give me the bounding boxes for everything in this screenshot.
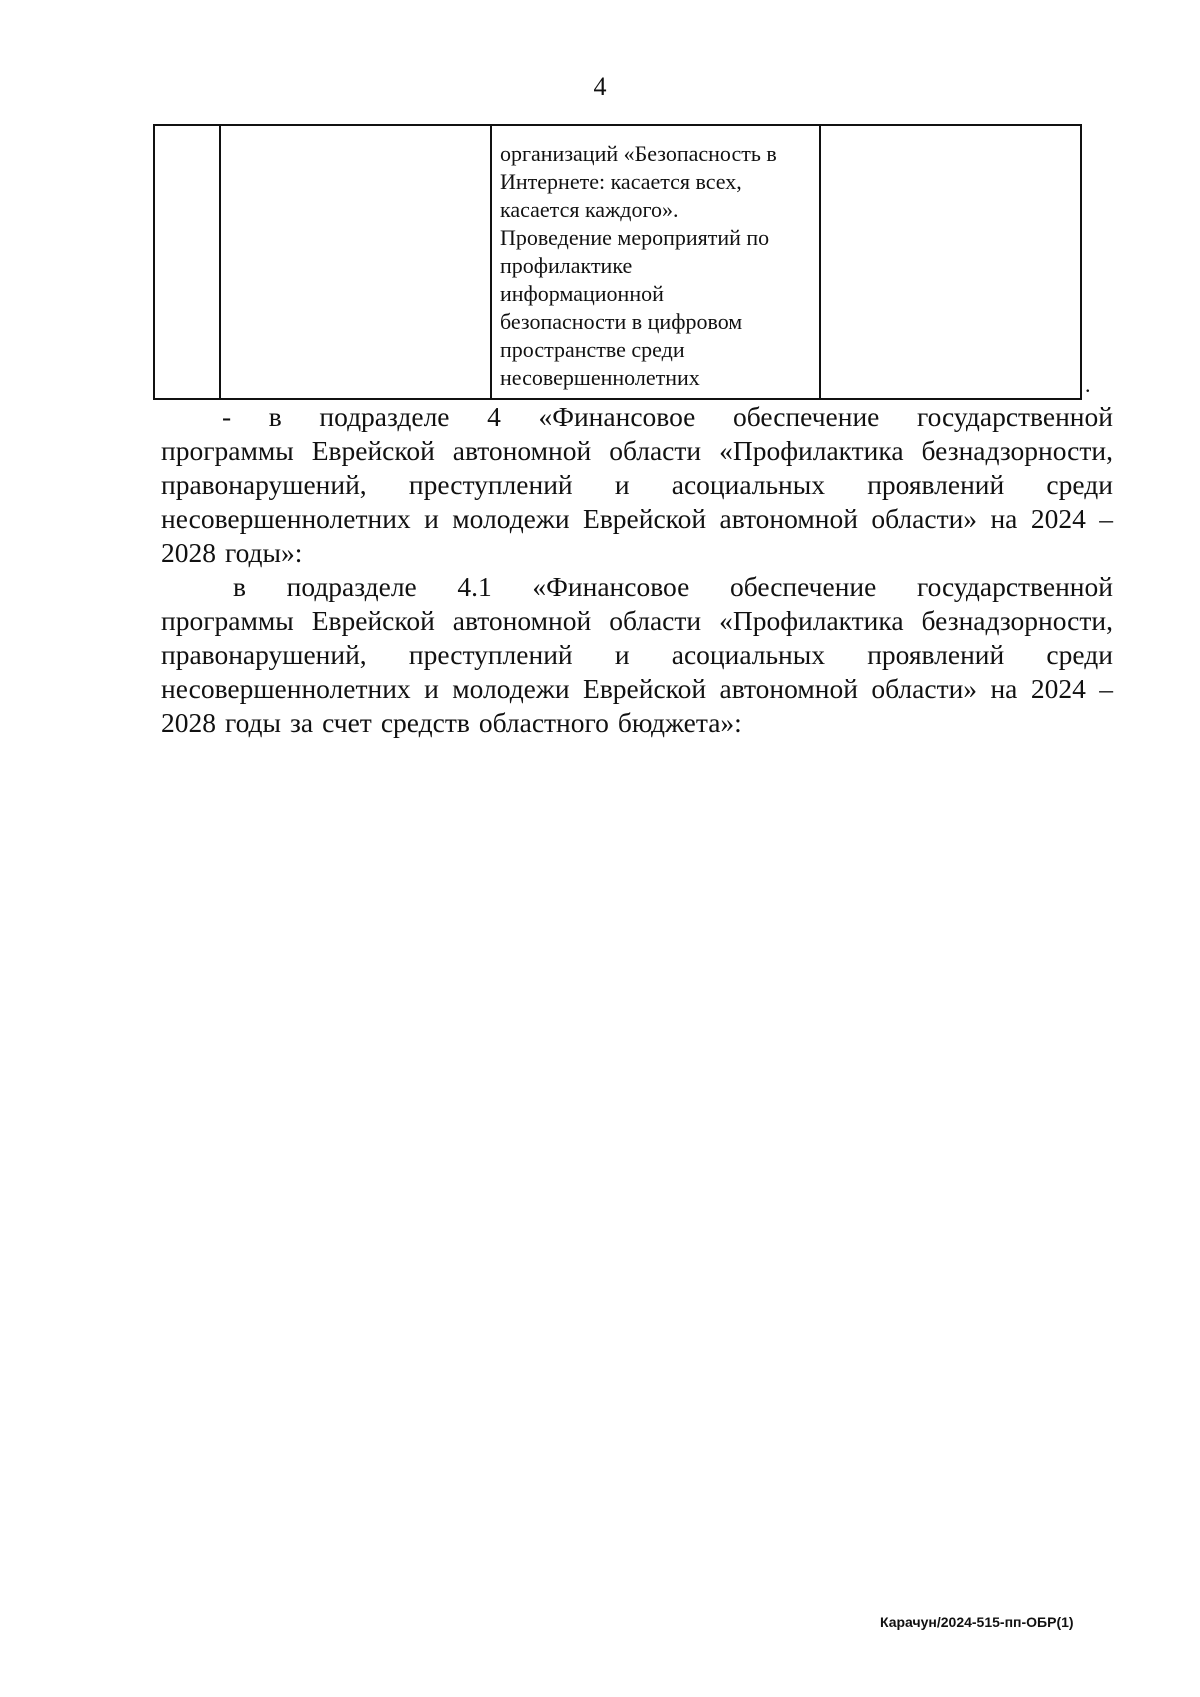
paragraph-line (161, 536, 1113, 570)
word: несовершеннолетних (161, 503, 411, 534)
word: молодежи (452, 673, 570, 704)
word: на (990, 503, 1018, 534)
cell-line: организаций «Безопасность в (500, 141, 777, 166)
word: и (614, 639, 630, 670)
word: 4 (487, 401, 501, 432)
page-number: 4 (593, 72, 607, 101)
word: в (233, 571, 246, 602)
word: средств (380, 707, 470, 738)
table-cell-description (491, 125, 820, 399)
word: и (424, 503, 439, 534)
table-cell-notes (820, 125, 1081, 399)
word: автономной (719, 673, 858, 704)
word: 2028 (161, 707, 216, 738)
word: безнадзорности, (921, 605, 1113, 636)
cell-line: профилактике (500, 253, 633, 278)
word: автономной (452, 605, 592, 636)
word: государственной (916, 401, 1113, 432)
word: программы (161, 605, 294, 636)
word: несовершеннолетних (161, 673, 411, 704)
word: области (609, 435, 702, 466)
paragraph-subsection-4 (161, 400, 1113, 570)
word: годы (225, 707, 282, 738)
word: подразделе (286, 571, 417, 602)
paragraph-line (161, 502, 1113, 536)
word: - (222, 401, 232, 432)
continuation-table (153, 124, 1082, 400)
word: обеспечение (732, 401, 880, 432)
word: среди (1046, 469, 1113, 500)
document-code-footer: Карачун/2024-515-пп-ОБР(1) (880, 1614, 1074, 1630)
word: бюджета»: (617, 707, 742, 738)
word: программы (161, 435, 294, 466)
word: области» (871, 503, 978, 534)
word: безнадзорности, (921, 435, 1113, 466)
word: счет (322, 707, 372, 738)
table-trailing-mark: . (1085, 372, 1091, 397)
word: 2028 (161, 537, 216, 568)
word: областного (478, 707, 609, 738)
word: асоциальных (671, 469, 825, 500)
word: преступлений (408, 639, 573, 670)
word: проявлений (867, 639, 1005, 670)
word: «Финансовое (538, 401, 696, 432)
word: Еврейской (583, 503, 707, 534)
paragraph-line (161, 604, 1113, 638)
paragraph-line (161, 672, 1113, 706)
word: – (1099, 673, 1113, 704)
word: Еврейской (311, 435, 435, 466)
cell-line: информационной (500, 281, 664, 306)
word: годы»: (225, 537, 303, 568)
word: в (268, 401, 282, 432)
word: правонарушений, (161, 639, 367, 670)
word: «Финансовое (532, 571, 690, 602)
word: области» (871, 673, 978, 704)
word: и (614, 469, 630, 500)
word: – (1099, 503, 1113, 534)
word: 2024 (1030, 673, 1086, 704)
paragraph-line (161, 434, 1113, 468)
word: Еврейской (311, 605, 435, 636)
table-cell-name (220, 125, 491, 399)
word: среди (1046, 639, 1113, 670)
word: правонарушений, (161, 469, 367, 500)
word: 4.1 (457, 571, 492, 602)
paragraph-line (161, 638, 1113, 672)
word: на (990, 673, 1018, 704)
word: асоциальных (671, 639, 825, 670)
table-cell-number (154, 125, 220, 399)
paragraph-line (161, 400, 1113, 434)
word: молодежи (452, 503, 570, 534)
paragraph-line (161, 570, 1113, 604)
word: за (290, 707, 314, 738)
word: автономной (719, 503, 858, 534)
word: области (609, 605, 702, 636)
cell-line: касается каждого». (500, 197, 679, 222)
paragraph-line (161, 468, 1113, 502)
word: преступлений (408, 469, 573, 500)
word: «Профилактика (719, 435, 904, 466)
word: государственной (916, 571, 1113, 602)
cell-line: несовершеннолетних (500, 365, 700, 390)
cell-line: Интернете: касается всех, (500, 169, 742, 194)
word: проявлений (867, 469, 1005, 500)
cell-line: безопасности в цифровом (500, 309, 743, 334)
paragraph-subsection-4-1 (161, 570, 1113, 740)
paragraph-line (161, 706, 1113, 740)
word: подразделе (319, 401, 450, 432)
cell-line: пространстве среди (500, 337, 685, 362)
word: «Профилактика (719, 605, 904, 636)
word: и (424, 673, 439, 704)
word: 2024 (1030, 503, 1086, 534)
table-row (154, 125, 1081, 399)
word: обеспечение (729, 571, 877, 602)
cell-line: Проведение мероприятий по (500, 225, 770, 250)
word: автономной (452, 435, 592, 466)
word: Еврейской (583, 673, 707, 704)
